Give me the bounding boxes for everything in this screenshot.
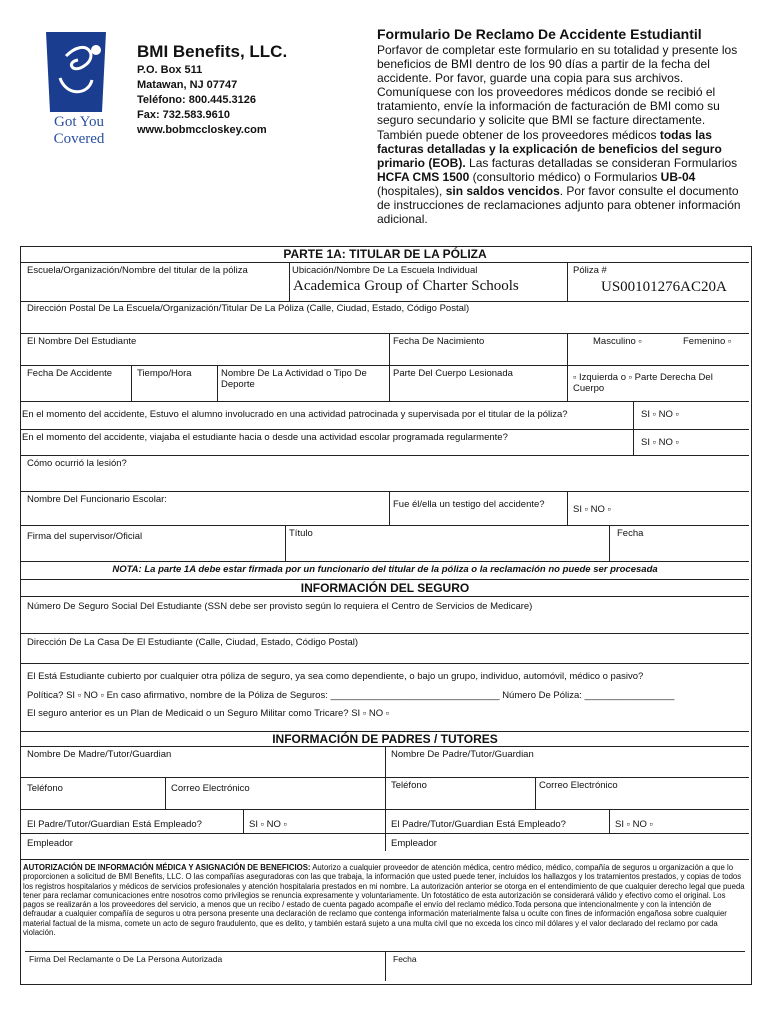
form-intro: Porfavor de completar este formulario en su totalidad y presente los beneficios de BMI dentro de los 90 días a partir de la fecha del accidente. Por favor, guarde una copia para sus archivos. Comuníquese con los proveedores médicos donde se recibió el tratamiento, envíe la información de facturación de BMI como su seguro secundario y solicite que BMI se facture directamente. También puede obtener de los proveedores médicos todas las facturas detalladas y la explicación de beneficios del seguro primario (EOB). Las facturas detalladas se consideran Formularios HCFA CMS 1500 (consultorio médico) o Formularios UB-04 (hospitales), sin saldos vencidos. Por favor consulte el documento de instrucciones de reclamaciones adjunto para obtener información adicional.: [377, 43, 741, 227]
logo-text-1: Got You: [53, 114, 105, 130]
authorization-text: AUTORIZACIÓN DE INFORMACIÓN MÉDICA Y ASIGNACIÓN DE BENEFICIOS: Autorizo a cualquier proveedor de atención médica, centro médico, médico, compañía de seguros u organización a que lo proporcionen a solicitud de BMI Benefits, LLC. O las compañías aseguradoras con las que trabaja, la información que usted puede tener, incluidos los hallazgos y los tratamientos prestados, y copias de todos los registros hospitalarios y médicos de servicios profesionales y atención hospitalaria prestados en mi nombre. La autorización anterior se otorga en el entendimiento de que cualquier derecho legal que pueda tener para reclamar comunicaciones entre nosotros como privilegios se renuncia expresamente y voluntariamente. Un fotostático de esta autorización se considerará válido y efectivo como el original. Los pagos se realizarán a los proveedores del servicio, a menos que un recibo / estado de cuenta pagado acompañe el envío del reclamo médico.Toda persona que intencionalmente y con la intención de defraudar a cualquier compañía de seguros u otra persona presente una declaración de reclamo que contenga información materialmente falsa u oculte con fines de información engañosa sobre cualquier material factual de la misma, comete un acto de seguro fraudulento, que es delito, y también estará sujeto a una multa civil que no exceda los cinco mil dólares y el valor declarado del reclamo por cada violación.: [23, 863, 745, 938]
location-value[interactable]: Academica Group of Charter Schools: [293, 278, 519, 294]
part1a-note: NOTA: La parte 1A debe estar firmada por un funcionario del titular de la póliza o la reclamación no puede ser procesada: [112, 564, 658, 575]
male-checkbox[interactable]: Masculino ▫: [593, 336, 642, 347]
father-employed-label: El Padre/Tutor/Guardian Está Empleado?: [391, 819, 566, 830]
ssn-label: Número De Seguro Social Del Estudiante (SSN debe ser provisto según lo requiera el Centro de Servicios de Medicare): [27, 601, 533, 612]
supervisor-signature-label: Firma del supervisor/Oficial: [27, 531, 143, 542]
fax-line: Fax: 732.583.9610: [137, 109, 230, 121]
mother-email-label: Correo Electrónico: [171, 783, 250, 794]
father-phone-label: Teléfono: [391, 780, 427, 791]
body-part-label: Parte Del Cuerpo Lesionada: [393, 368, 513, 379]
form-title: Formulario De Reclamo De Accidente Estudiantil: [377, 26, 702, 42]
home-address-label: Dirección De La Casa De El Estudiante (Calle, Ciudad, Estado, Código Postal): [27, 637, 359, 648]
claim-form-grid: [20, 246, 752, 985]
father-employed-answer[interactable]: SI ▫ NO ▫: [615, 819, 653, 830]
mother-employer-label: Empleador: [27, 838, 73, 849]
student-name-label: El Nombre Del Estudiante: [27, 336, 137, 347]
company-logo: [36, 26, 122, 146]
insurance-header: INFORMACIÓN DEL SEGURO: [21, 579, 749, 597]
question-sponsored-activity: En el momento del accidente, Estuvo el alumno involucrado en una actividad patrocinada y supervisada por el titular de la póliza?: [22, 409, 568, 420]
father-employer-label: Empleador: [391, 838, 437, 849]
travel-answer[interactable]: SI ▫ NO ▫: [641, 437, 679, 448]
accident-date-label: Fecha De Accidente: [27, 368, 113, 379]
how-injury-label: Cómo ocurrió la lesión?: [27, 458, 127, 469]
witness-label: Fue él/ella un testigo del accidente?: [393, 499, 545, 510]
company-name: BMI Benefits, LLC.: [137, 42, 288, 61]
sponsored-activity-answer[interactable]: SI ▫ NO ▫: [641, 409, 679, 420]
medicaid-line[interactable]: El seguro anterior es un Plan de Medicaid o un Seguro Militar como Tricare? SI ▫ NO ▫: [27, 708, 390, 719]
address-line: P.O. Box 511: [137, 64, 203, 76]
postal-address-label: Dirección Postal De La Escuela/Organización/Titular De La Póliza (Calle, Ciudad, Estado, Código Postal): [27, 303, 470, 314]
father-email-label: Correo Electrónico: [539, 780, 618, 791]
signature-date-label: Fecha: [617, 528, 644, 539]
other-policy-line[interactable]: Política? SI ▫ NO ▫ En caso afirmativo, nombre de la Póliza de Seguros: ________________________________ Número De Póliza: _________________: [27, 690, 675, 701]
witness-answer[interactable]: SI ▫ NO ▫: [573, 504, 611, 515]
female-checkbox[interactable]: Femenino ▫: [683, 336, 732, 347]
school-official-label: Nombre Del Funcionario Escolar:: [27, 494, 167, 505]
logo-graphic: [36, 26, 122, 146]
company-address: [137, 63, 267, 138]
claimant-date-label: Fecha: [393, 954, 417, 964]
question-travel: En el momento del accidente, viajaba el estudiante hacia o desde una actividad escolar programada regularmente?: [22, 432, 508, 443]
logo-text-2: Covered: [53, 131, 105, 146]
title-field-label: Título: [289, 528, 313, 539]
mother-employed-answer[interactable]: SI ▫ NO ▫: [249, 819, 287, 830]
policy-label: Póliza #: [573, 265, 607, 276]
body-side-checkboxes[interactable]: ▫ Izquierda o ▫ Parte Derecha Del Cuerpo: [573, 372, 713, 394]
part1a-header: PARTE 1A: TITULAR DE LA PÓLIZA: [21, 247, 749, 263]
parents-header: INFORMACIÓN DE PADRES / TUTORES: [21, 731, 749, 747]
policy-number-value[interactable]: US00101276AC20A: [601, 279, 727, 295]
school-label: Escuela/Organización/Nombre del titular de la póliza: [27, 265, 248, 276]
address-line: Matawan, NJ 07747: [137, 79, 238, 91]
mother-employed-label: El Padre/Tutor/Guardian Está Empleado?: [27, 819, 202, 830]
phone-line: Teléfono: 800.445.3126: [137, 94, 257, 106]
father-name-label: Nombre De Padre/Tutor/Guardian: [391, 749, 534, 760]
website-line: www.bobmccloskey.com: [137, 124, 267, 136]
time-label: Tiempo/Hora: [137, 368, 192, 379]
dob-label: Fecha De Nacimiento: [393, 336, 485, 347]
location-label: Ubicación/Nombre De La Escuela Individual: [292, 265, 478, 276]
mother-phone-label: Teléfono: [27, 783, 63, 794]
claimant-signature-label: Firma Del Reclamante o De La Persona Autorizada: [29, 954, 223, 964]
activity-label: Nombre De La Actividad o Tipo De Deporte: [221, 368, 367, 390]
mother-name-label: Nombre De Madre/Tutor/Guardian: [27, 749, 172, 760]
other-coverage-question: El Está Estudiante cubierto por cualquier otra póliza de seguro, ya sea como dependiente, o bajo un grupo, individuo, automóvil, médico o pasivo?: [27, 671, 644, 682]
